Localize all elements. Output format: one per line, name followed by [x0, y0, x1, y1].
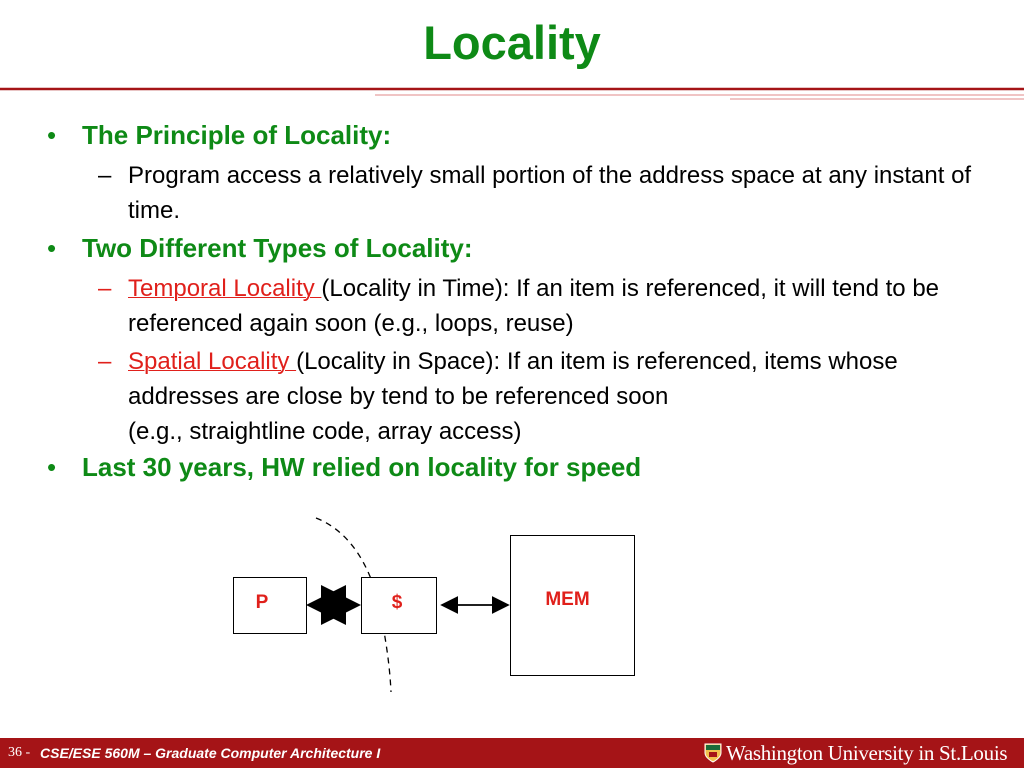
bullet-glyph: • [47, 233, 57, 263]
title-divider [0, 84, 1024, 104]
footer-bar [0, 738, 1024, 768]
sub-bullet-spatial-locality [128, 344, 978, 449]
bullet-glyph: • [47, 120, 57, 150]
spatial-locality-text: (Locality in Space): If an item is referenced, items whose addresses are close by tend to be referenced soon [128, 348, 898, 410]
slide-number: 36 - [8, 745, 31, 760]
dash-glyph: – [98, 348, 112, 375]
cache-label: $ [391, 592, 403, 613]
dash-glyph: – [98, 162, 112, 189]
spatial-locality-link[interactable]: Spatial Locality [128, 348, 297, 375]
course-title: CSE/ESE 560M – Graduate Computer Architecture I [40, 745, 381, 761]
temporal-locality-link[interactable]: Temporal Locality [128, 275, 322, 302]
spatial-locality-example: (e.g., straightline code, array access) [128, 418, 522, 445]
bullet-two-types: Two Different Types of Locality: [82, 233, 473, 263]
processor-label: P [255, 592, 269, 613]
slide-title: Locality [423, 16, 601, 69]
university-name: Washington University in St.Louis [726, 741, 1008, 765]
university-shield-icon [704, 743, 722, 763]
temporal-locality-text: (Locality in Time): If an item is referenced, it will tend to be referenced again soon (e.g., loops, reuse) [128, 275, 940, 337]
dash-glyph: – [98, 275, 112, 302]
memory-label: MEM [545, 589, 590, 610]
sub-bullet-temporal-locality [128, 271, 978, 341]
bullet-glyph: • [47, 452, 57, 482]
sub-bullet-program-access: Program access a relatively small portion of the address space at any instant of time. [128, 162, 972, 224]
bullet-principle-of-locality: The Principle of Locality: [82, 120, 392, 150]
bullet-last-30-years: Last 30 years, HW relied on locality for speed [82, 452, 642, 482]
